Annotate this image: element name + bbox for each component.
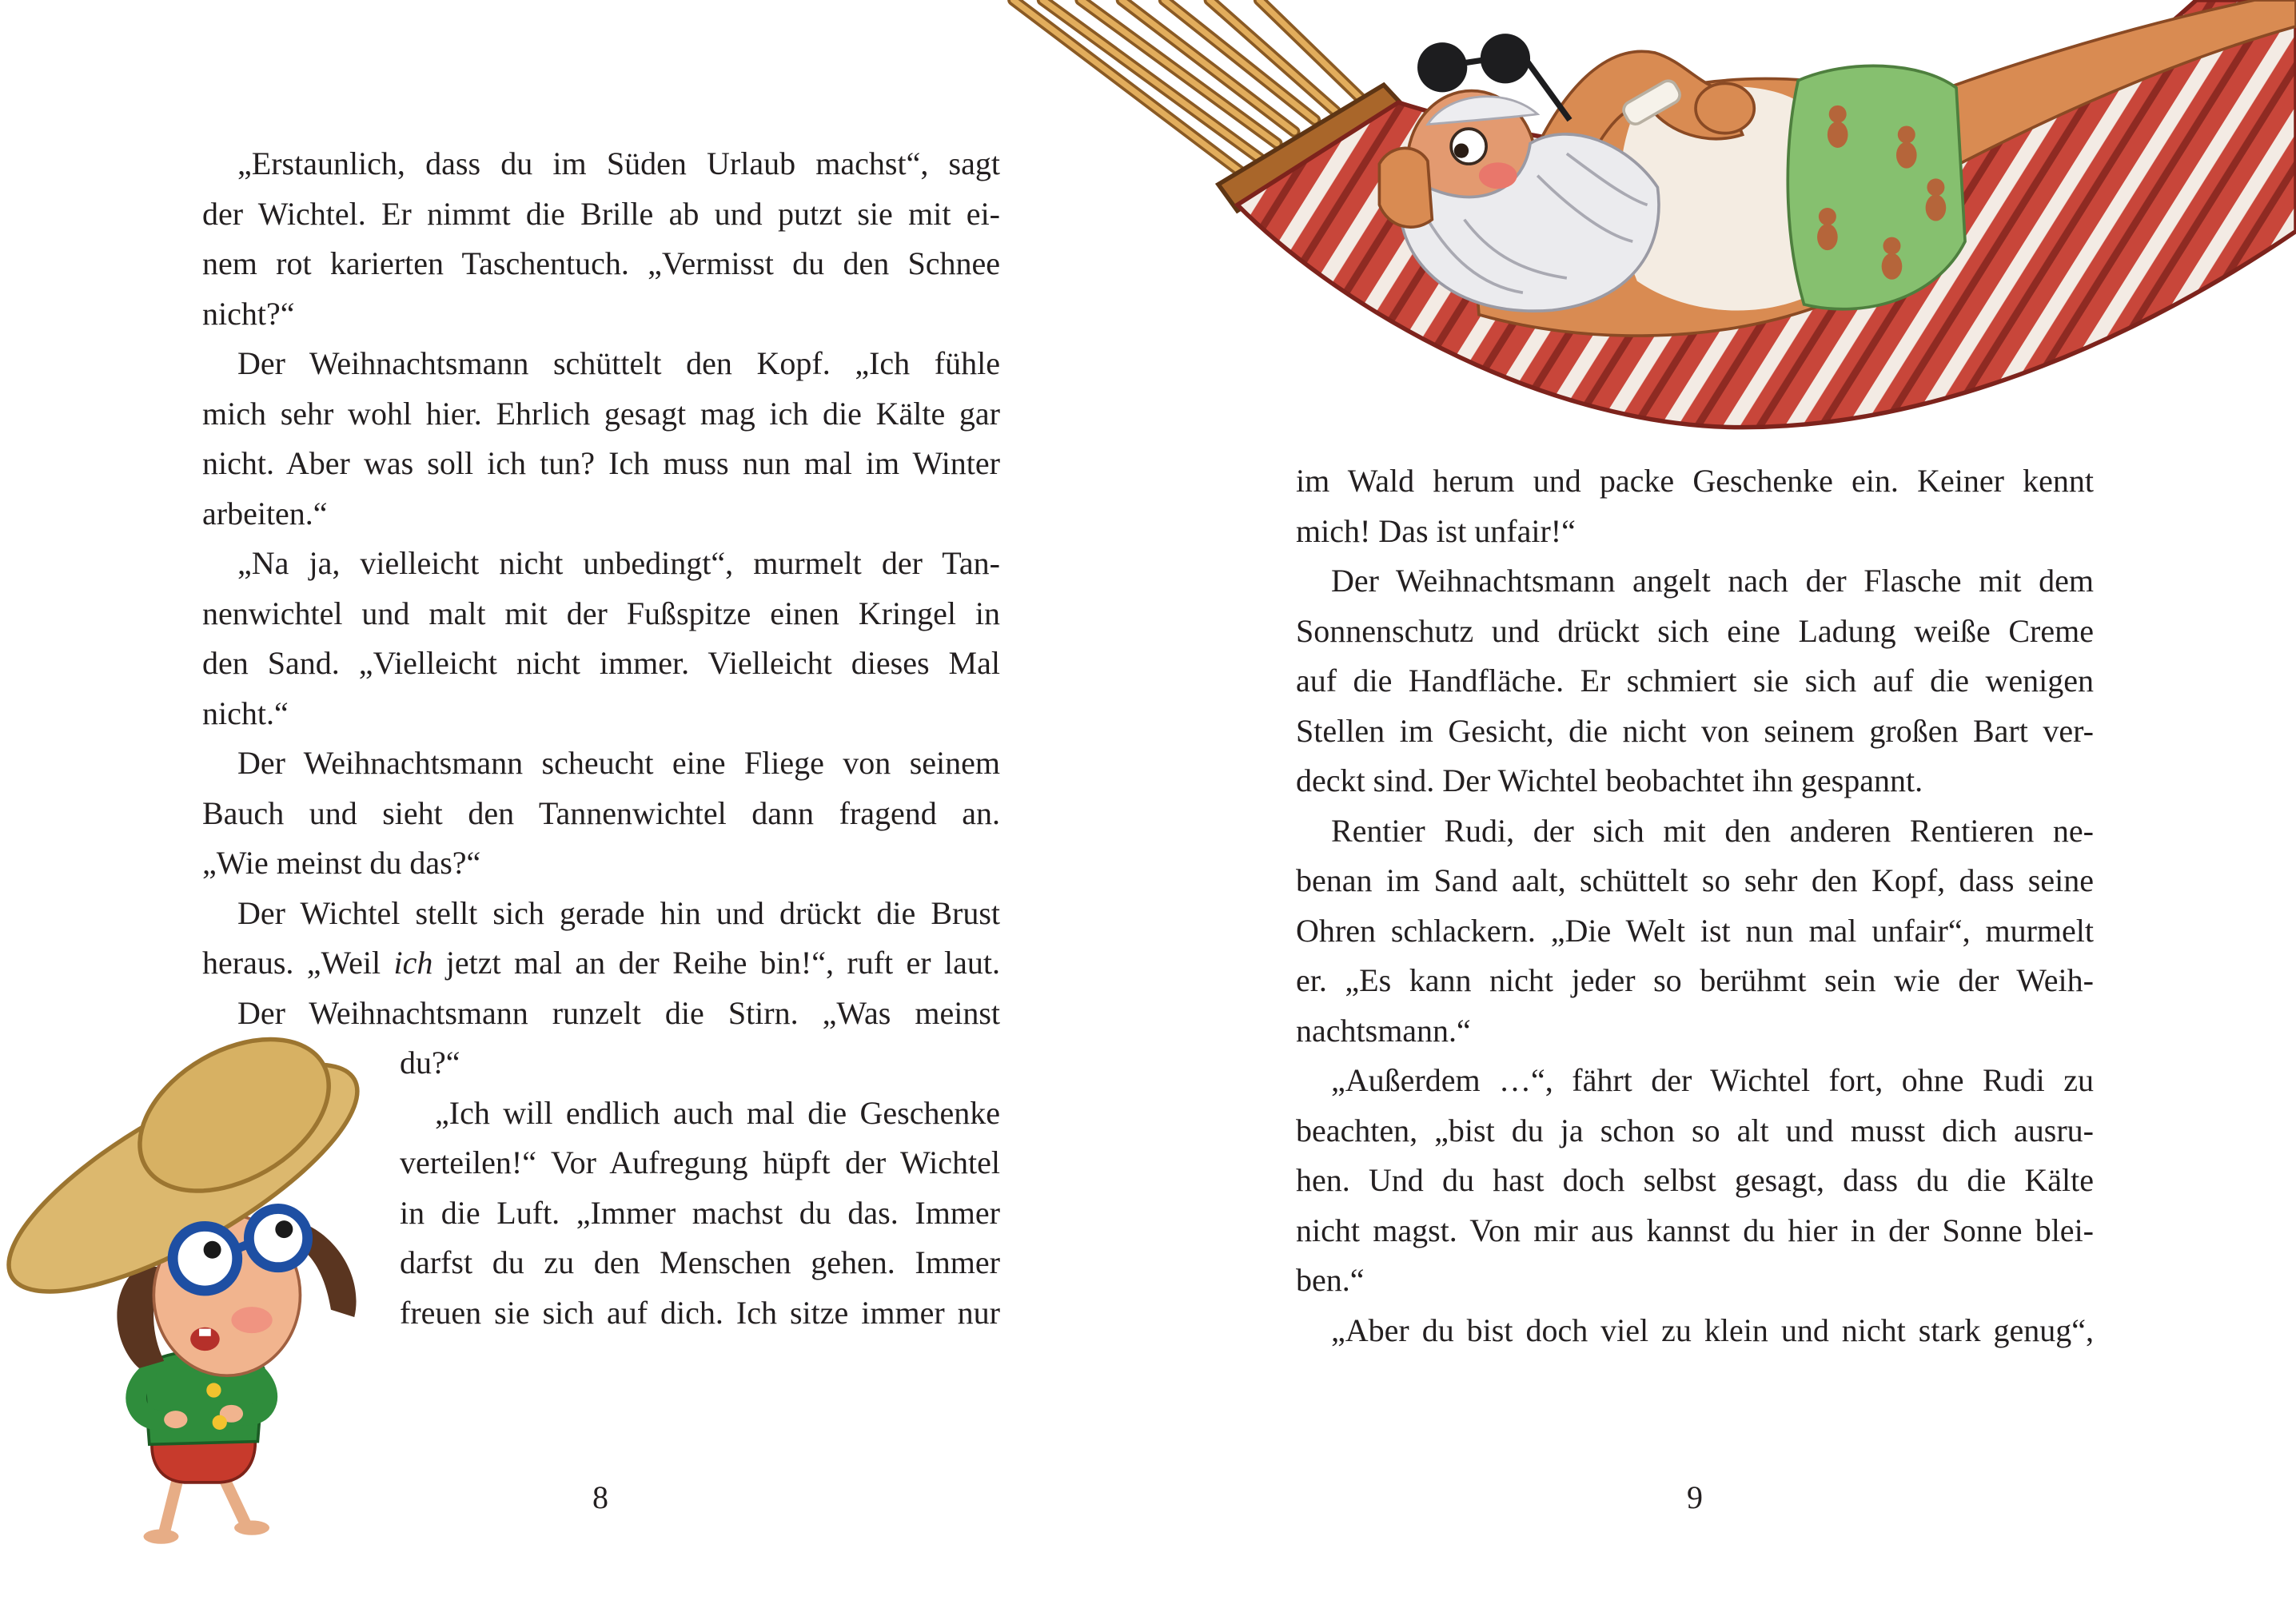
text-line: Ohren schlackern. „Die Welt ist nun mal unfair“, murmelt [1296, 912, 2094, 949]
text-segment: heraus. „Weil [202, 945, 394, 981]
text-line: auf die Handfläche. Er schmiert sie sich auf die wenigen [1296, 663, 2094, 699]
text-line: „Außerdem …“, fährt der Wichtel fort, ohne Rudi zu [1331, 1062, 2094, 1098]
page-number: 8 [592, 1479, 608, 1515]
text-line: Der Wichtel stellt sich gerade hin und drückt die Brust [237, 894, 1000, 931]
text-line: deckt sind. Der Wichtel beobachtet ihn gespannt. [1296, 762, 1923, 798]
emphasized-word: ich [393, 945, 433, 981]
text-line: Rentier Rudi, der sich mit den anderen Rentieren ne- [1331, 812, 2094, 849]
text-line: „Erstaunlich, dass du im Süden Urlaub machst“, sagt [237, 145, 1000, 181]
left-page-text [202, 139, 1000, 1338]
text-line: darfst du zu den Menschen gehen. Immer [400, 1244, 1000, 1280]
text-line: Sonnenschutz und drückt sich eine Ladung weiße Creme [1296, 612, 2094, 649]
text-line: benan im Sand aalt, schüttelt so sehr den Kopf, dass seine [1296, 862, 2094, 898]
text-line: nicht. Aber was soll ich tun? Ich muss nun mal im Winter [202, 445, 1000, 481]
text-segment: jetzt mal an der Reihe bin!“, ruft er laut. [432, 945, 1000, 981]
text-line: nachtsmann.“ [1296, 1012, 1471, 1049]
text-line: arbeiten.“ [202, 495, 328, 531]
text-line: mich! Das ist unfair!“ [1296, 512, 1576, 549]
text-line: Der Weihnachtsmann scheucht eine Fliege von seinem [237, 745, 1000, 781]
text-line: freuen sie sich auf dich. Ich sitze immer nur [400, 1294, 1000, 1331]
text-line: hen. Und du hast doch selbst gesagt, dass du die Kälte [1296, 1162, 2094, 1198]
text-line: nem rot karierten Taschentuch. „Vermisst du den Schnee [202, 245, 1000, 281]
text-line: nicht?“ [202, 295, 295, 332]
right-page-text [1296, 456, 2094, 1355]
text-line: der Wichtel. Er nimmt die Brille ab und putzt sie mit ei- [202, 195, 1000, 232]
text-line: Bauch und sieht den Tannenwichtel dann fragend an. [202, 794, 1000, 831]
text-line: nicht magst. Von mir aus kannst du hier in der Sonne blei- [1296, 1212, 2094, 1248]
text-line: „Na ja, vielleicht nicht unbedingt“, murmelt der Tan- [237, 545, 1000, 581]
text-line: „Aber du bist doch viel zu klein und nicht stark genug“, [1331, 1312, 2094, 1348]
text-line: nenwichtel und malt mit der Fußspitze einen Kringel in [202, 595, 1000, 631]
text-line: im Wald herum und packe Geschenke ein. Keiner kennt [1296, 463, 2094, 499]
text-line: Stellen im Gesicht, die nicht von seinem großen Bart ver- [1296, 712, 2094, 749]
text-line: „Wie meinst du das?“ [202, 845, 481, 881]
text-line: den Sand. „Vielleicht nicht immer. Vielleicht dieses Mal [202, 645, 1000, 681]
santa-hand [1379, 148, 1432, 227]
text-line: verteilen!“ Vor Aufregung hüpft der Wichtel [400, 1144, 1000, 1180]
text-line: mich sehr wohl hier. Ehrlich gesagt mag ich die Kälte gar [202, 395, 1000, 432]
text-line: ben.“ [1296, 1262, 1365, 1298]
text-line: du?“ [400, 1045, 460, 1081]
text-line: Der Weihnachtsmann schüttelt den Kopf. „Ich fühle [237, 345, 1000, 381]
text-line: in die Luft. „Immer machst du das. Immer [400, 1194, 1000, 1231]
text-line: Der Weihnachtsmann runzelt die Stirn. „Was meinst [237, 994, 1000, 1031]
text-line: er. „Es kann nicht jeder so berühmt sein wie der Weih- [1296, 962, 2094, 998]
text-line: nicht.“ [202, 695, 289, 731]
text-line: Der Weihnachtsmann angelt nach der Flasche mit dem [1331, 563, 2094, 599]
text-line: „Ich will endlich auch mal die Geschenke [435, 1094, 1000, 1131]
page-number: 9 [1687, 1479, 1703, 1515]
text-line: beachten, „bist du ja schon so alt und musst dich ausru- [1296, 1112, 2094, 1148]
text-line [202, 938, 1000, 989]
